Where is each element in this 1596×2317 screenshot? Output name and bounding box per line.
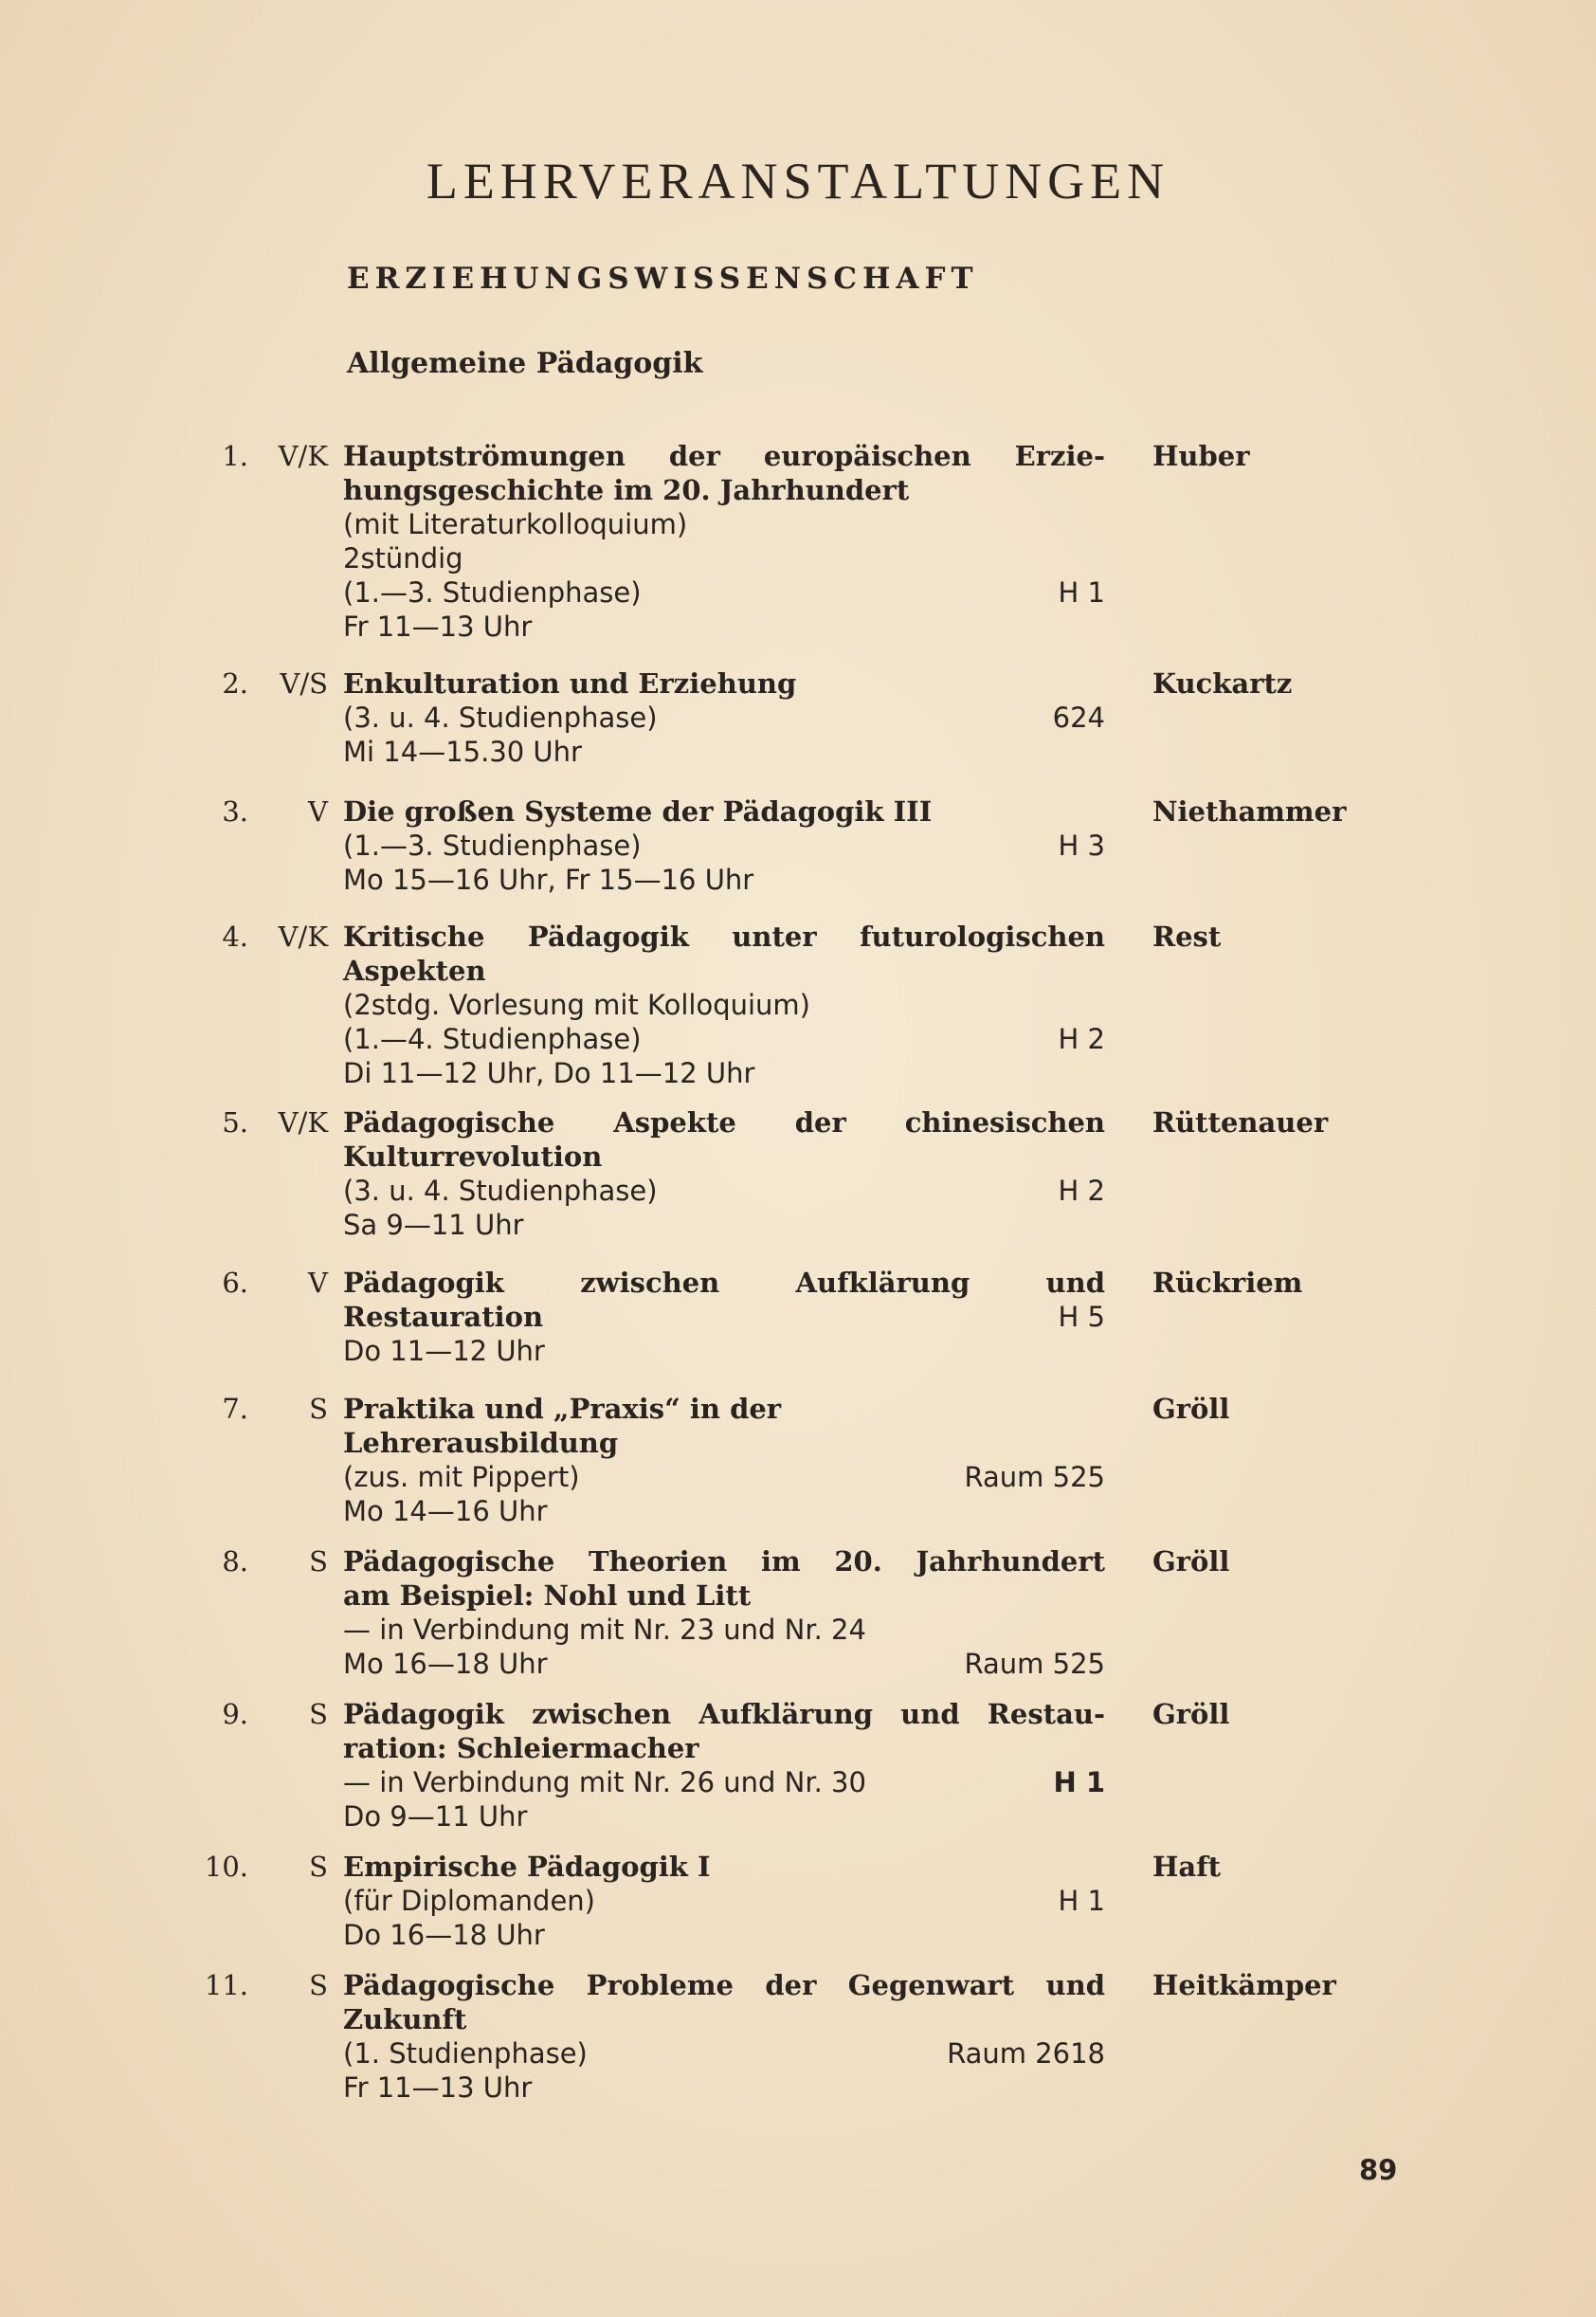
- course-detail-text: Mi 14—15.30 Uhr: [343, 736, 582, 768]
- course-detail-text: — in Verbindung mit Nr. 23 und Nr. 24: [343, 1614, 866, 1646]
- course-type: S: [309, 1545, 328, 1578]
- course-room: Raum 525: [964, 1648, 1105, 1680]
- course-title-line: [343, 666, 1105, 701]
- course-detail-line: [343, 988, 1105, 1022]
- course-title-text: Lehrerausbildung: [343, 1427, 619, 1459]
- course-body: [343, 1968, 1105, 2105]
- course-body: [343, 439, 1105, 644]
- course-title-line: [343, 2002, 1105, 2036]
- course-type: S: [309, 1698, 328, 1730]
- course-detail-line: [343, 1799, 1105, 1834]
- course-detail-text: (1.—4. Studienphase): [343, 1023, 642, 1055]
- course-title-line: [343, 439, 1105, 473]
- course-detail-line: [343, 1022, 1105, 1056]
- course-title-text: Enkulturation und Erziehung: [343, 667, 797, 700]
- course-title-line: [343, 1300, 1105, 1334]
- course-body: [343, 1105, 1105, 1242]
- course-detail-line: [343, 1494, 1105, 1528]
- course-title-line: [343, 920, 1105, 954]
- course-title-line: [343, 1392, 1105, 1426]
- course-room: H 2: [1058, 1175, 1105, 1207]
- course-number: 10.: [204, 1851, 248, 1883]
- course-title-line: [343, 794, 1105, 829]
- course-lecturer: Rüttenauer: [1152, 1106, 1329, 1139]
- course-lecturer: Gröll: [1152, 1545, 1230, 1578]
- course-detail-line: [343, 507, 1105, 541]
- course-title-line: [343, 1850, 1105, 1884]
- course-body: [343, 920, 1105, 1090]
- course-body: [343, 1850, 1105, 1952]
- course-detail-line: [343, 1056, 1105, 1090]
- course-title-text: Pädagogische Aspekte der chinesischen: [343, 1106, 1105, 1139]
- course-title-line: [343, 1105, 1105, 1140]
- course-title-line: [343, 1544, 1105, 1578]
- course-lecturer: Kuckartz: [1152, 667, 1293, 700]
- course-room: H 1: [1058, 576, 1105, 609]
- course-detail-line: [343, 701, 1105, 735]
- course-title-line: [343, 1697, 1105, 1731]
- course-detail-text: Do 11—12 Uhr: [343, 1335, 545, 1367]
- course-title-line: [343, 1426, 1105, 1460]
- course-detail-text: (mit Literaturkolloquium): [343, 508, 688, 540]
- course-lecturer: Rest: [1152, 921, 1222, 953]
- course-detail-text: (1.—3. Studienphase): [343, 576, 642, 609]
- course-title-line: [343, 1968, 1105, 2002]
- course-title-line: [343, 473, 1105, 507]
- course-type: V/K: [278, 1106, 328, 1139]
- course-body: [343, 1392, 1105, 1528]
- course-detail-text: Mo 16—18 Uhr: [343, 1648, 548, 1680]
- course-number: 11.: [204, 1969, 248, 2001]
- course-body: [343, 1544, 1105, 1681]
- course-detail-text: — in Verbindung mit Nr. 26 und Nr. 30: [343, 1766, 866, 1798]
- course-detail-text: Di 11—12 Uhr, Do 11—12 Uhr: [343, 1057, 755, 1089]
- course-detail-text: 2stündig: [343, 542, 463, 575]
- course-type: S: [309, 1969, 328, 2001]
- course-lecturer: Rückriem: [1152, 1267, 1303, 1299]
- course-number: 5.: [222, 1106, 248, 1139]
- course-title-text: Kritische Pädagogik unter futurologischen: [343, 921, 1105, 953]
- course-type: V: [308, 795, 328, 828]
- course-type: V/K: [278, 440, 328, 472]
- course-room: H 2: [1058, 1023, 1105, 1055]
- course-detail-text: Do 16—18 Uhr: [343, 1919, 545, 1951]
- course-detail-line: [343, 610, 1105, 644]
- course-lecturer: Heitkämper: [1152, 1969, 1336, 2001]
- course-detail-line: [343, 1174, 1105, 1208]
- course-title-line: [343, 1266, 1105, 1300]
- course-number: 6.: [222, 1267, 248, 1299]
- course-detail-line: [343, 863, 1105, 897]
- course-type: V/K: [278, 921, 328, 953]
- course-detail-text: (für Diplomanden): [343, 1885, 595, 1917]
- course-detail-text: Fr 11—13 Uhr: [343, 2071, 533, 2104]
- course-lecturer: Gröll: [1152, 1393, 1230, 1425]
- course-lecturer: Niethammer: [1152, 795, 1347, 828]
- course-number: 9.: [222, 1698, 248, 1730]
- course-title-text: Aspekten: [343, 955, 486, 987]
- page-title: LEHRVERANSTALTUNGEN: [426, 153, 1170, 210]
- course-detail-text: Fr 11—13 Uhr: [343, 611, 533, 643]
- course-title-text: Pädagogik zwischen Aufklärung und Restau-: [343, 1698, 1105, 1730]
- course-body: [343, 666, 1105, 769]
- course-detail-text: Do 9—11 Uhr: [343, 1800, 528, 1833]
- course-room: 624: [1052, 702, 1105, 734]
- course-body: [343, 794, 1105, 897]
- course-detail-line: [343, 2071, 1105, 2105]
- course-number: 7.: [222, 1393, 248, 1425]
- course-detail-line: [343, 1334, 1105, 1368]
- course-lecturer: Huber: [1152, 440, 1250, 472]
- course-title-text: Die großen Systeme der Pädagogik III: [343, 795, 933, 828]
- course-title-text: Hauptströmungen der europäischen Erzie-: [343, 440, 1105, 472]
- course-title-text: Praktika und „Praxis“ in der: [343, 1393, 782, 1425]
- course-detail-line: [343, 575, 1105, 610]
- course-body: [343, 1266, 1105, 1368]
- course-title-text: hungsgeschichte im 20. Jahrhundert: [343, 474, 910, 506]
- course-type: S: [309, 1393, 328, 1425]
- course-title-line: [343, 954, 1105, 988]
- subsection-heading: Allgemeine Pädagogik: [347, 347, 703, 380]
- course-detail-line: [343, 1647, 1105, 1681]
- course-number: 3.: [222, 795, 248, 828]
- course-number: 2.: [222, 667, 248, 700]
- course-detail-text: Sa 9—11 Uhr: [343, 1209, 524, 1241]
- course-title-text: Kulturrevolution: [343, 1140, 603, 1173]
- course-room: H 1: [1053, 1766, 1105, 1798]
- course-detail-text: (3. u. 4. Studienphase): [343, 702, 658, 734]
- course-title-text: Pädagogik zwischen Aufklärung und: [343, 1267, 1105, 1299]
- course-room: Raum 525: [964, 1461, 1105, 1493]
- course-type: S: [309, 1851, 328, 1883]
- course-detail-line: [343, 541, 1105, 575]
- course-room: H 3: [1058, 830, 1105, 862]
- course-detail-line: [343, 1765, 1105, 1799]
- course-title-line: [343, 1140, 1105, 1174]
- course-title-text: am Beispiel: Nohl und Litt: [343, 1579, 752, 1612]
- course-lecturer: Gröll: [1152, 1698, 1230, 1730]
- course-type: V/S: [280, 667, 328, 700]
- course-detail-line: [343, 2036, 1105, 2071]
- course-type: V: [308, 1267, 328, 1299]
- course-detail-text: (1.—3. Studienphase): [343, 830, 642, 862]
- course-detail-text: Mo 15—16 Uhr, Fr 15—16 Uhr: [343, 864, 754, 896]
- course-body: [343, 1697, 1105, 1834]
- course-detail-text: (2stdg. Vorlesung mit Kolloquium): [343, 989, 810, 1021]
- course-detail-text: (zus. mit Pippert): [343, 1461, 580, 1493]
- course-title-line: [343, 1731, 1105, 1765]
- course-number: 1.: [222, 440, 248, 472]
- course-room: Raum 2618: [947, 2037, 1105, 2070]
- course-lecturer: Haft: [1152, 1851, 1222, 1883]
- course-title-text: Restauration: [343, 1301, 544, 1333]
- course-detail-line: [343, 735, 1105, 769]
- course-title-line: [343, 1578, 1105, 1613]
- course-title-text: Pädagogische Theorien im 20. Jahrhundert: [343, 1545, 1105, 1578]
- course-detail-line: [343, 1208, 1105, 1242]
- course-room: H 5: [1058, 1301, 1105, 1333]
- course-detail-text: (3. u. 4. Studienphase): [343, 1175, 658, 1207]
- course-room: H 1: [1058, 1885, 1105, 1917]
- course-detail-text: Mo 14—16 Uhr: [343, 1495, 548, 1527]
- page-number: 89: [1359, 2154, 1398, 2186]
- section-heading: ERZIEHUNGSWISSENSCHAFT: [347, 262, 979, 296]
- course-detail-line: [343, 829, 1105, 863]
- course-detail-line: [343, 1918, 1105, 1952]
- course-number: 4.: [222, 921, 248, 953]
- course-detail-line: [343, 1613, 1105, 1647]
- course-detail-line: [343, 1884, 1105, 1918]
- course-detail-line: [343, 1460, 1105, 1494]
- course-title-text: Pädagogische Probleme der Gegenwart und: [343, 1969, 1105, 2001]
- course-title-text: Zukunft: [343, 2003, 467, 2035]
- course-detail-text: (1. Studienphase): [343, 2037, 588, 2070]
- course-title-text: Empirische Pädagogik I: [343, 1851, 711, 1883]
- course-number: 8.: [222, 1545, 248, 1578]
- course-title-text: ration: Schleiermacher: [343, 1732, 699, 1764]
